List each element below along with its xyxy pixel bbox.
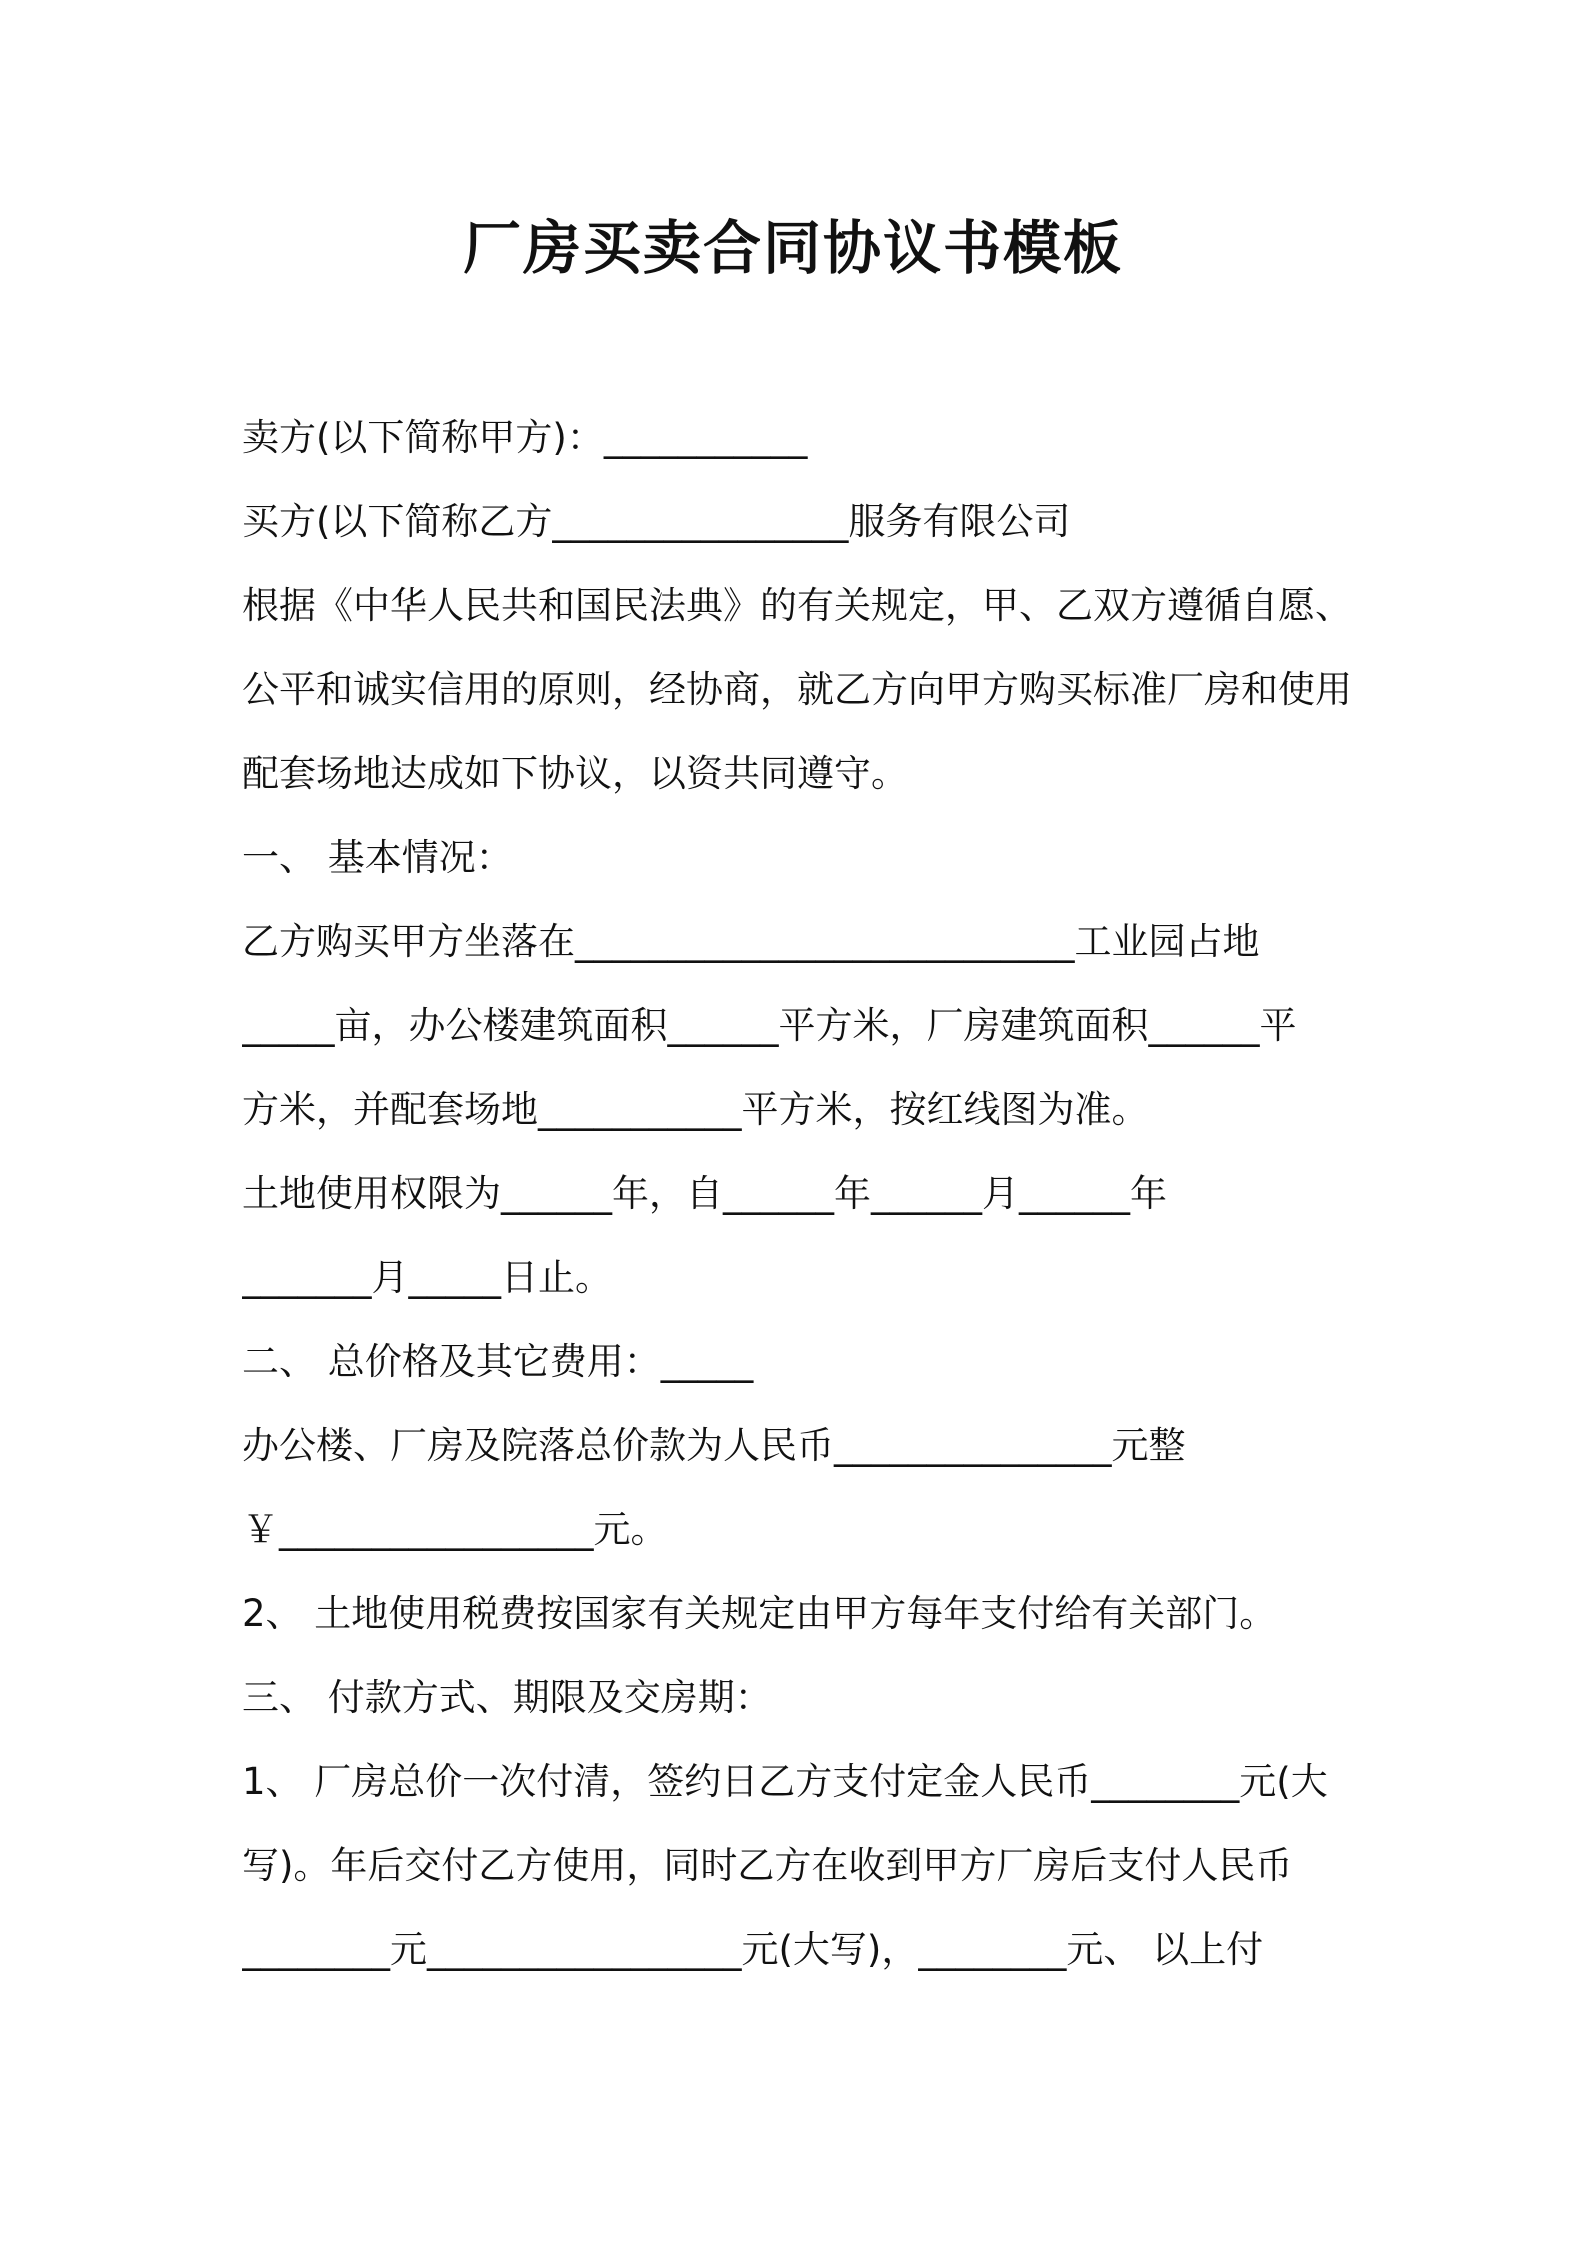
section-3-item-1-line-1: 1、 厂房总价一次付清，签约日乙方支付定金人民币________元(大 <box>242 1760 1328 1803</box>
seller-line: 卖方(以下简称甲方)：___________ <box>242 416 808 459</box>
preamble-line-3: 配套场地达成如下协议，以资共同遵守。 <box>242 752 908 795</box>
section-1-line-1: 乙方购买甲方坐落在___________________________工业园占地 <box>242 920 1260 963</box>
section-1-line-3: 方米，并配套场地___________平方米，按红线图为准。 <box>242 1088 1149 1131</box>
section-3-heading: 三、 付款方式、期限及交房期： <box>242 1676 772 1719</box>
section-1-line-2: _____亩，办公楼建筑面积______平方米，厂房建筑面积______平 <box>242 1004 1297 1047</box>
section-2-line-2: ￥_________________元。 <box>242 1508 668 1551</box>
buyer-line: 买方(以下简称乙方________________服务有限公司 <box>242 500 1071 543</box>
section-3-item-1-line-3: ________元_________________元(大写)，________元、 以上付 <box>242 1928 1264 1971</box>
section-3-item-1-line-2: 写)。年后交付乙方使用，同时乙方在收到甲方厂房后支付人民币 <box>242 1844 1293 1887</box>
section-2-item-2: 2、 土地使用税费按国家有关规定由甲方每年支付给有关部门。 <box>242 1592 1277 1635</box>
section-1-heading: 一、 基本情况： <box>242 836 513 879</box>
preamble-line-2: 公平和诚实信用的原则，经协商，就乙方向甲方购买标准厂房和使用 <box>242 668 1352 711</box>
section-2-line-1: 办公楼、厂房及院落总价款为人民币_______________元整 <box>242 1424 1186 1467</box>
document-title: 厂房买卖合同协议书模板 <box>462 214 1123 282</box>
preamble-line-1: 根据《中华人民共和国民法典》的有关规定，甲、乙双方遵循自愿、 <box>242 584 1352 627</box>
land-term-line-2: _______月_____日止。 <box>242 1256 612 1299</box>
section-2-heading: 二、 总价格及其它费用：_____ <box>242 1340 754 1383</box>
land-term-line-1: 土地使用权限为______年，自______年______月______年 <box>242 1172 1167 1215</box>
